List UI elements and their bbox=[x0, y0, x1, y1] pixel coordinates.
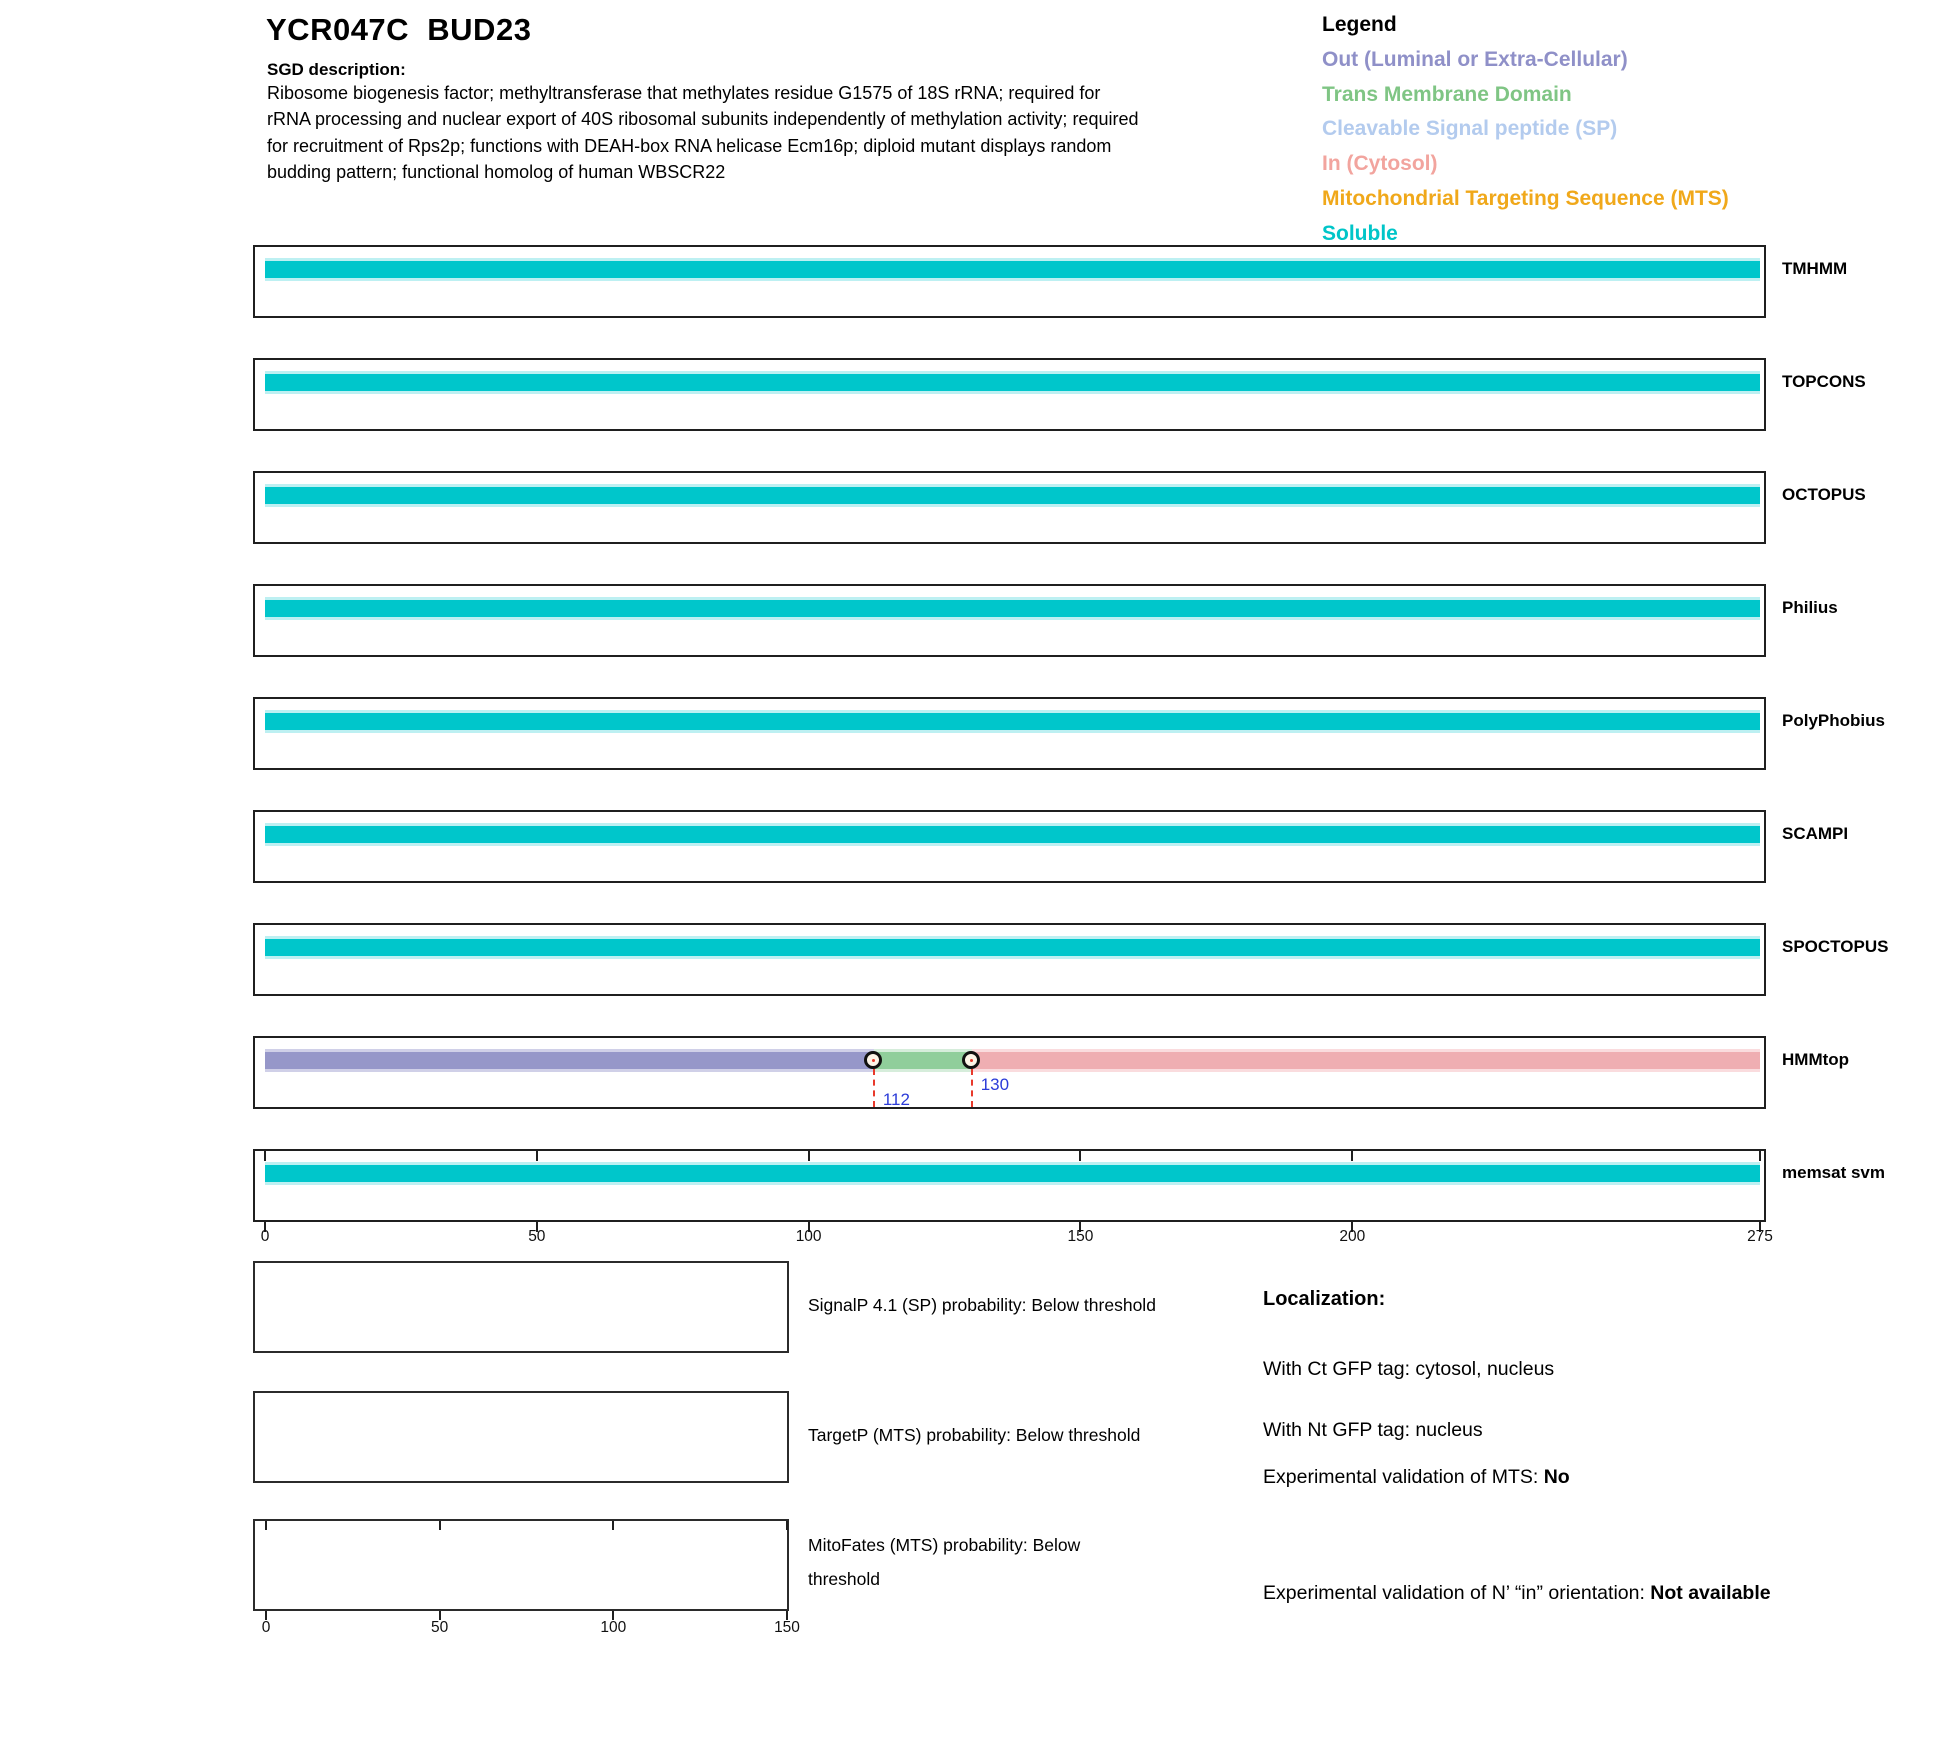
track-name-label: memsat svm bbox=[1782, 1163, 1886, 1182]
segment-soluble bbox=[265, 826, 1760, 843]
axis-tick-label: 150 bbox=[774, 1619, 800, 1636]
probability-plot-2 bbox=[253, 1519, 789, 1611]
axis-tick-top bbox=[264, 1151, 266, 1161]
orientation-value: Not available bbox=[1650, 1582, 1771, 1604]
segment-soluble bbox=[265, 713, 1760, 730]
track-name-label: HMMtop bbox=[1782, 1050, 1850, 1069]
mitofates-caption: MitoFates (MTS) probability: Below threshold bbox=[808, 1535, 1081, 1589]
legend-item-soluble: Soluble bbox=[1322, 221, 1398, 245]
orientation-prefix: Experimental validation of N’ “in” orientation: bbox=[1263, 1582, 1651, 1604]
axis-tick-top bbox=[439, 1521, 441, 1530]
track-scampi bbox=[253, 810, 1766, 883]
legend-item-mts: Mitochondrial Targeting Sequence (MTS) bbox=[1322, 186, 1729, 210]
marker-label: 112 bbox=[882, 1090, 910, 1109]
sgd-description-text bbox=[267, 80, 1167, 186]
mts-validation-prefix: Experimental validation of MTS: bbox=[1263, 1466, 1544, 1488]
axis-tick-label: 0 bbox=[261, 1619, 271, 1636]
track-memsat-svm bbox=[253, 1149, 1766, 1222]
mts-validation-value: No bbox=[1543, 1466, 1570, 1488]
boundary-dash-line bbox=[873, 1069, 875, 1107]
axis-tick-label: 50 bbox=[431, 1619, 449, 1636]
segment-soluble bbox=[265, 487, 1760, 504]
axis-tick-top bbox=[808, 1151, 810, 1161]
legend-item-tm: Trans Membrane Domain bbox=[1322, 82, 1572, 106]
axis-tick-label: 150 bbox=[1067, 1228, 1094, 1245]
legend-item-in: In (Cytosol) bbox=[1322, 152, 1438, 176]
description-line: for recruitment of Rps2p; functions with DEAH-box RNA helicase Ecm16p; diploid mutant displays random bbox=[267, 135, 1112, 156]
axis-tick-label: 100 bbox=[795, 1228, 822, 1245]
track-topcons bbox=[253, 358, 1766, 431]
description-line: rRNA processing and nuclear export of 40S ribosomal subunits independently of methylation activity; required bbox=[267, 109, 1139, 130]
ct-gfp-line: With Ct GFP tag: cytosol, nucleus bbox=[1263, 1358, 1555, 1380]
segment-soluble bbox=[265, 261, 1760, 278]
axis-tick-top bbox=[265, 1521, 267, 1530]
description-line: Ribosome biogenesis factor; methyltransferase that methylates residue G1575 of 18S rRNA; required for bbox=[267, 83, 1101, 103]
axis-tick-label: 0 bbox=[260, 1228, 270, 1245]
segment-soluble bbox=[265, 374, 1760, 391]
legend-title: Legend bbox=[1322, 13, 1397, 36]
track-philius bbox=[253, 584, 1766, 657]
segment-soluble bbox=[265, 939, 1760, 956]
track-hmmtop bbox=[253, 1036, 1766, 1109]
axis-tick-top bbox=[536, 1151, 538, 1161]
description-line: budding pattern; functional homolog of human WBSCR22 bbox=[267, 162, 726, 183]
track-tmhmm bbox=[253, 245, 1766, 318]
axis-tick-top bbox=[786, 1521, 788, 1530]
probability-plot-1 bbox=[253, 1391, 789, 1483]
track-octopus bbox=[253, 471, 1766, 544]
mts-validation-line bbox=[1263, 1466, 1570, 1489]
track-polyphobius bbox=[253, 697, 1766, 770]
localization-heading: Localization: bbox=[1263, 1288, 1386, 1310]
axis-tick-label: 275 bbox=[1747, 1228, 1773, 1245]
track-name-label: OCTOPUS bbox=[1782, 485, 1866, 504]
axis-tick-top bbox=[1351, 1151, 1353, 1161]
segment-in bbox=[972, 1052, 1760, 1069]
targetp-caption: TargetP (MTS) probability: Below threshold bbox=[808, 1425, 1141, 1445]
marker-label: 130 bbox=[980, 1075, 1010, 1094]
orientation-validation-line bbox=[1263, 1576, 1823, 1611]
axis-tick-top bbox=[1079, 1151, 1081, 1161]
segment-out bbox=[265, 1052, 874, 1069]
axis-tick-label: 50 bbox=[528, 1228, 546, 1245]
track-spoctopus bbox=[253, 923, 1766, 996]
axis-tick-label: 100 bbox=[600, 1619, 627, 1636]
axis-tick-label: 200 bbox=[1339, 1228, 1366, 1245]
segment-tm bbox=[874, 1052, 972, 1069]
page-title: YCR047C BUD23 bbox=[266, 12, 532, 47]
segment-soluble bbox=[265, 600, 1760, 617]
nt-gfp-line: With Nt GFP tag: nucleus bbox=[1263, 1419, 1483, 1441]
track-name-label: TOPCONS bbox=[1782, 372, 1866, 391]
track-name-label: SCAMPI bbox=[1782, 824, 1849, 843]
axis-tick-top bbox=[1759, 1151, 1761, 1161]
track-name-label: SPOCTOPUS bbox=[1782, 937, 1889, 956]
boundary-dash-line bbox=[971, 1069, 973, 1107]
legend bbox=[1322, 8, 1729, 252]
legend-item-out: Out (Luminal or Extra-Cellular) bbox=[1322, 47, 1628, 71]
axis-tick-top bbox=[612, 1521, 614, 1530]
track-name-label: Philius bbox=[1782, 598, 1838, 617]
track-name-label: PolyPhobius bbox=[1782, 711, 1885, 730]
track-name-label: TMHMM bbox=[1782, 259, 1848, 278]
legend-item-sp: Cleavable Signal peptide (SP) bbox=[1322, 117, 1618, 141]
sgd-description-label: SGD description: bbox=[267, 60, 406, 79]
signalp-caption: SignalP 4.1 (SP) probability: Below threshold bbox=[808, 1295, 1156, 1315]
segment-soluble bbox=[265, 1165, 1760, 1182]
probability-plot-0 bbox=[253, 1261, 789, 1353]
